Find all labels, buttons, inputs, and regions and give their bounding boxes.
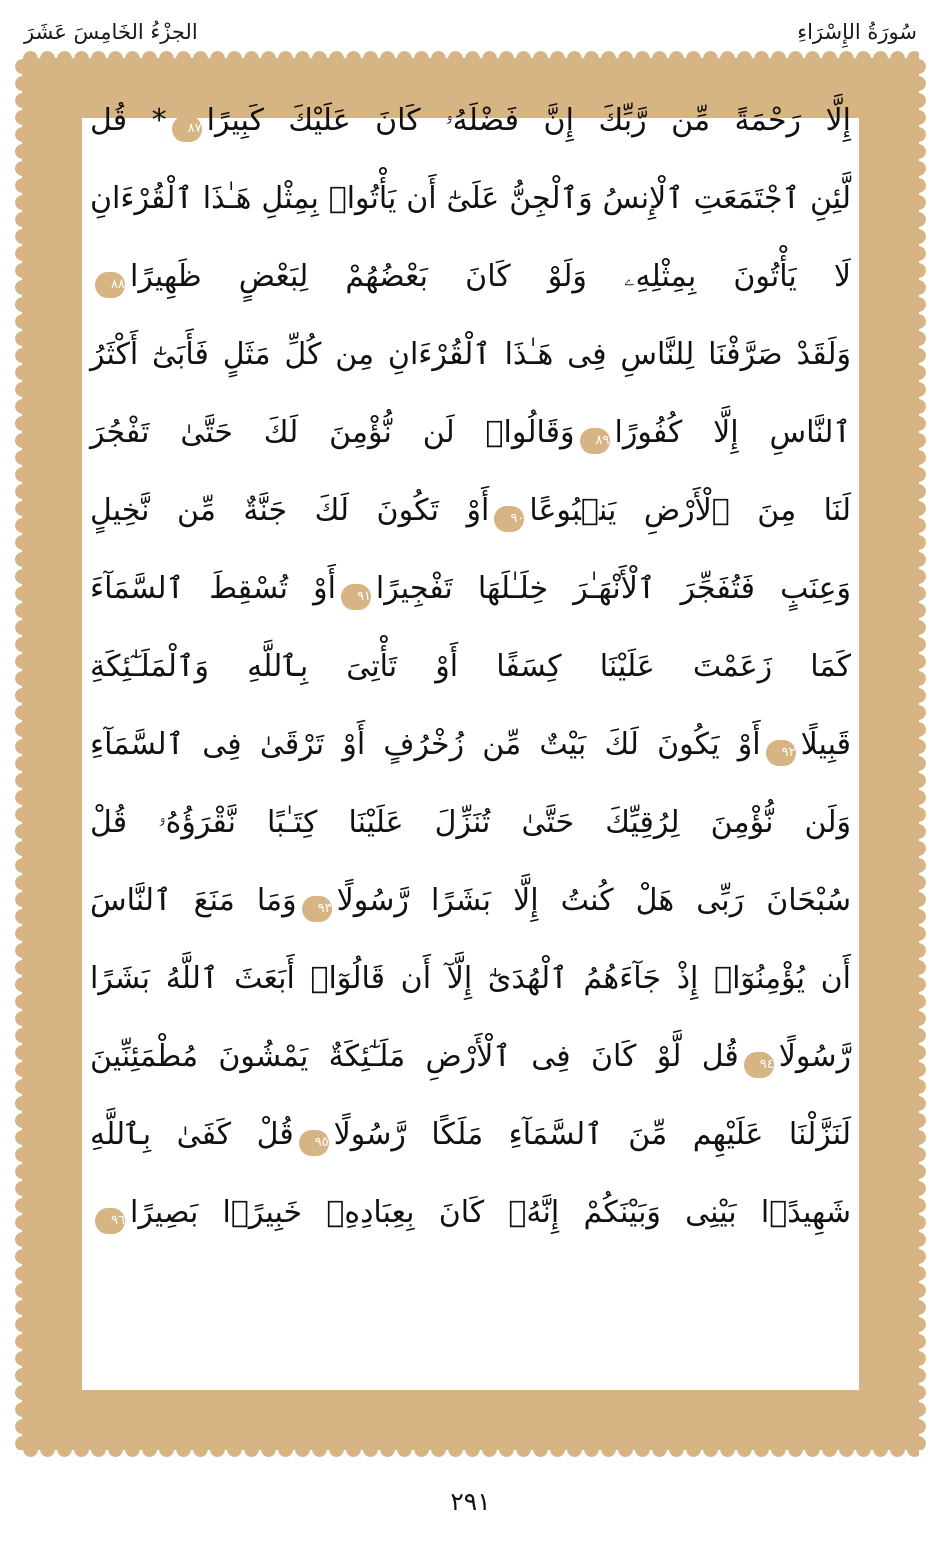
frame-scallop-bottom [22,1441,919,1458]
ayah-text: ٱلنَّاسِ إِلَّا كُفُورًا [614,415,852,450]
ayah-text-continuation: وَمَا مَنَعَ ٱلنَّاسَ [90,883,297,918]
ayah-text: لَا يَأْتُونَ بِمِثْلِهِۦ وَلَوْ كَانَ بَعْضُهُمْ لِبَعْضٍ ظَهِيرًا [130,259,851,294]
page-number: ٢٩١ [450,1487,491,1516]
ayah-text: رَّسُولًا [778,1039,851,1074]
ayah-line [90,1096,851,1174]
ayah-text-continuation: أَوْ يَكُونَ لَكَ بَيْتٌ مِّن زُخْرُفٍ أَوْ تَرْقَىٰ فِى ٱلسَّمَآءِ [90,727,761,762]
ayah-text: قَبِيلًا [800,727,851,762]
ayah-line [90,862,851,940]
ayah-line [90,1018,851,1096]
ayah-text-continuation: قُلْ كَفَىٰ بِٱللَّهِ [90,1117,294,1152]
ayah-line [90,550,851,628]
ayah-line [90,940,851,1018]
juz-label: الجزْءُ الخَامِسَ عَشَرَ [24,20,198,44]
ayah-number-medallion: ٨٩ [580,428,610,454]
ayah-text: وَلَقَدْ صَرَّفْنَا لِلنَّاسِ فِى هَـٰذَا ٱلْقُرْءَانِ مِن كُلِّ مَثَلٍ فَأَبَىٰٓ أَكْثَرُ [90,337,851,372]
ayah-number-medallion: ٩٣ [302,896,332,922]
page-header [0,10,941,54]
ayah-line [90,784,851,862]
ayah-number-medallion: ٨٧ [172,116,202,142]
ayah-line [90,706,851,784]
ayah-text: إِلَّا رَحْمَةً مِّن رَّبِّكَ إِنَّ فَضْلَهُۥ كَانَ عَلَيْكَ كَبِيرًا [206,103,851,138]
ayah-line [90,316,851,394]
quran-text-body [82,82,859,1430]
ayah-line [90,472,851,550]
ayah-line [90,82,851,160]
ayah-text-continuation: قُل لَّوْ كَانَ فِى ٱلْأَرْضِ مَلَـٰٓئِكَةٌ يَمْشُونَ مُطْمَئِنِّينَ [90,1039,739,1074]
ayah-line [90,628,851,706]
ayah-number-medallion: ٩١ [341,584,371,610]
ayah-text-continuation: أَوْ تَكُونَ لَكَ جَنَّةٌ مِّن نَّخِيلٍ [90,493,490,528]
ayah-text: لَنَا مِنَ ٱلْأَرْضِ يَنۢبُوعًا [529,493,851,528]
ayah-number-medallion: ٩٥ [299,1130,329,1156]
ayah-text: كَمَا زَعَمْتَ عَلَيْنَا كِسَفًا أَوْ تَأْتِىَ بِٱللَّهِ وَٱلْمَلَـٰٓئِكَةِ [90,649,851,684]
ayah-text: وَعِنَبٍ فَتُفَجِّرَ ٱلْأَنْهَـٰرَ خِلَـٰلَهَا تَفْجِيرًا [375,571,852,606]
frame-scallop-right [910,58,927,1450]
ayah-text: وَلَن نُّؤْمِنَ لِرُقِيِّكَ حَتَّىٰ تُنَزِّلَ عَلَيْنَا كِتَـٰبًا نَّقْرَؤُهُۥ قُلْ [90,805,851,840]
ayah-text: شَهِيدًۢا بَيْنِى وَبَيْنَكُمْ إِنَّهُۥ كَانَ بِعِبَادِهِۦ خَبِيرًۢا بَصِيرًا [130,1195,851,1230]
frame-scallop-left [14,58,31,1450]
ayah-number-medallion: ٨٨ [95,272,125,298]
ayah-text-continuation: * قُل [90,103,167,138]
ayah-line [90,394,851,472]
ayah-number-medallion: ٩٤ [744,1052,774,1078]
ayah-number-medallion: ٩٠ [494,506,524,532]
ayah-line [90,238,851,316]
ayah-line [90,1174,851,1252]
ayah-text: أَن يُؤْمِنُوٓا۟ إِذْ جَآءَهُمُ ٱلْهُدَىٰٓ إِلَّآ أَن قَالُوٓا۟ أَبَعَثَ ٱللَّهُ بَشَرًا [90,961,851,996]
ayah-number-medallion: ٩٦ [95,1208,125,1234]
ayah-text: لَّئِنِ ٱجْتَمَعَتِ ٱلْإِنسُ وَٱلْجِنُّ عَلَىٰٓ أَن يَأْتُوا۟ بِمِثْلِ هَـٰذَا ٱلْقُرْءَانِ [90,181,851,216]
frame-scallop-top [22,50,919,67]
ayah-text-continuation: أَوْ تُسْقِطَ ٱلسَّمَآءَ [90,571,336,606]
ayah-text-continuation: وَقَالُوا۟ لَن نُّؤْمِنَ لَكَ حَتَّىٰ تَفْجُرَ [90,415,575,450]
ayah-text: لَنَزَّلْنَا عَلَيْهِم مِّنَ ٱلسَّمَآءِ مَلَكًا رَّسُولًا [333,1117,851,1152]
ayah-line [90,160,851,238]
surah-label: سُورَةُ الإِسْرَاءِ [797,20,917,44]
ayah-number-medallion: ٩٢ [766,740,796,766]
ayah-text: سُبْحَانَ رَبِّى هَلْ كُنتُ إِلَّا بَشَرًا رَّسُولًا [336,883,851,918]
